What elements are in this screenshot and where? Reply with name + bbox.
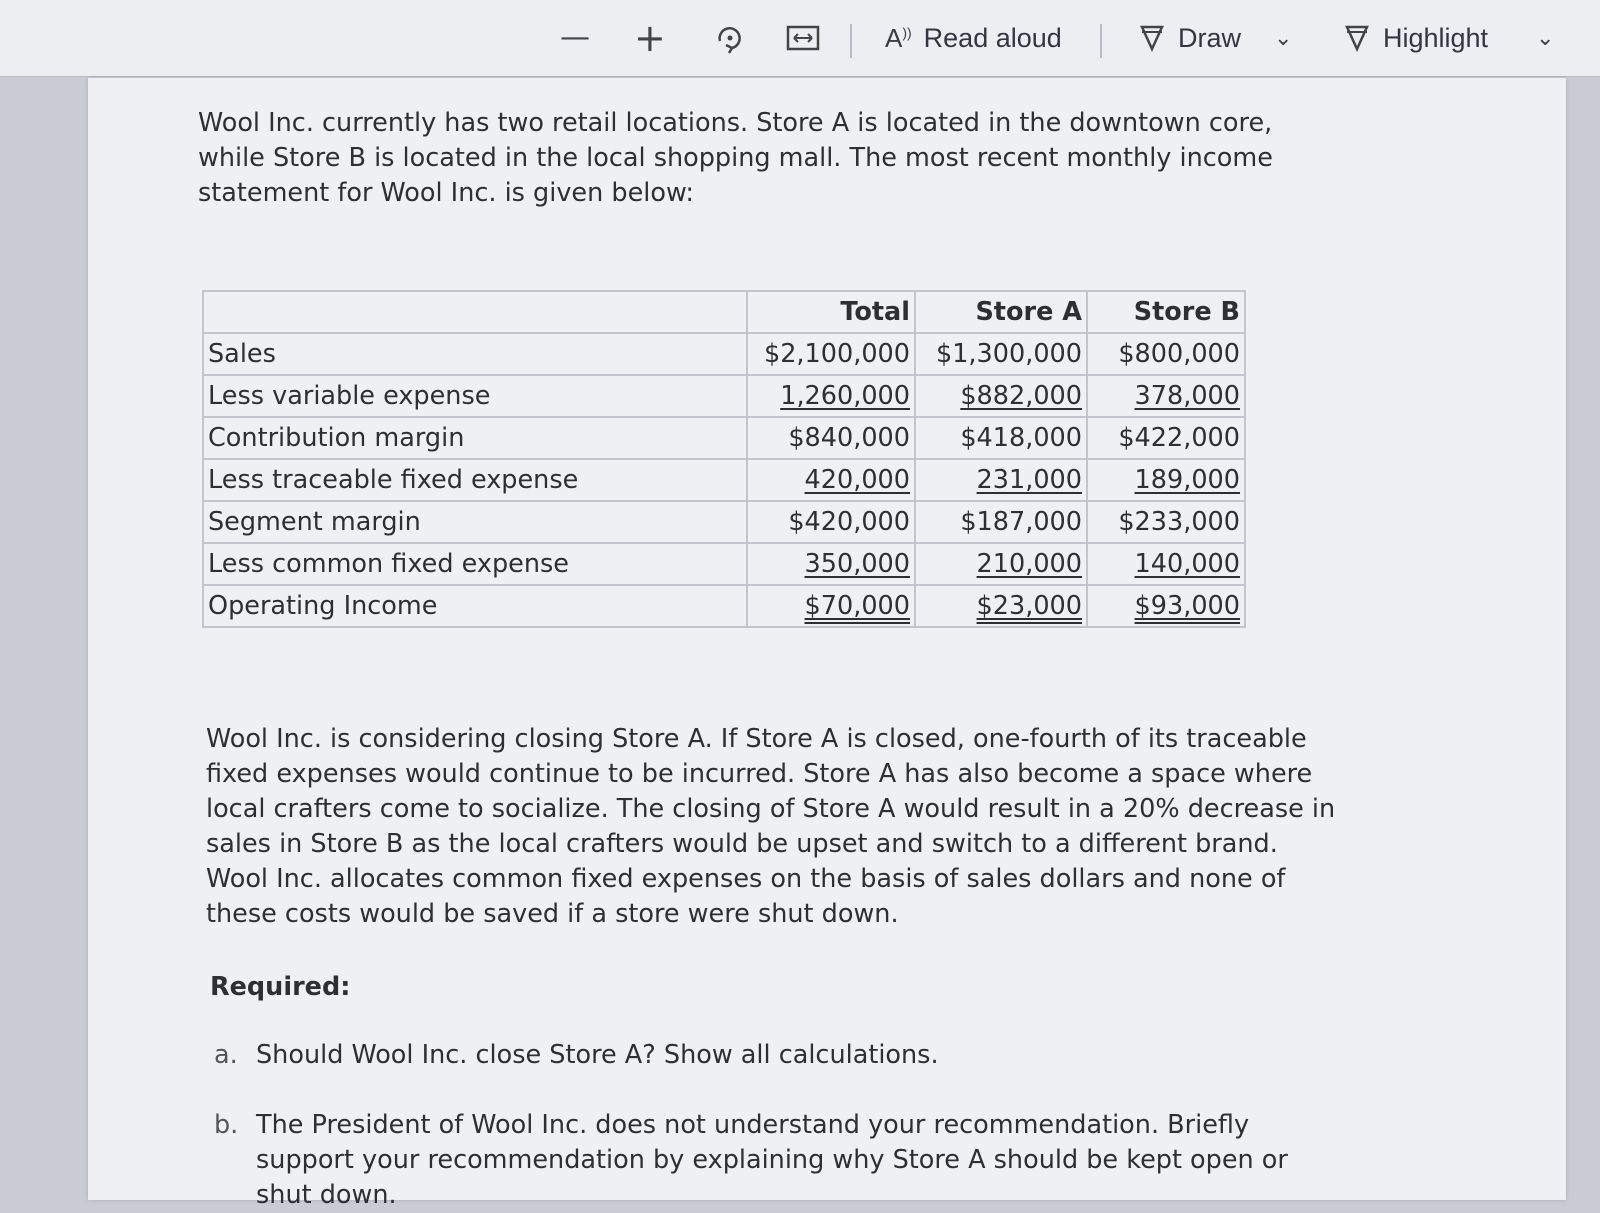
minus-icon: — [560, 20, 590, 55]
read-aloud-icon: A)) [885, 22, 912, 53]
income-statement-table [202, 290, 1246, 628]
row-label: Contribution margin [203, 417, 747, 459]
read-aloud-label: Read aloud [923, 22, 1062, 53]
scenario-paragraph: Wool Inc. is considering closing Store A. If Store A is closed, one-fourth of its traceable fixed expenses would continue to be incurred. Store A has also become a space where local crafters come to socialize. The closing of Store A would result in a 20% decrease in sales in Store B as the local crafters would be upset and switch to a different brand. Wool Inc. allocates common fixed expenses on the basis of sales dollars and none of these costs would be saved if a store were shut down. [206, 724, 1336, 929]
cell-store-a: $418,000 [915, 417, 1087, 459]
cell-total: $70,000 [804, 591, 910, 621]
row-label: Less traceable fixed expense [203, 459, 747, 501]
intro-paragraph: Wool Inc. currently has two retail locations. Store A is located in the downtown core, while Store B is located in the local shopping mall. The most recent monthly income statement for Wool Inc. is given below: [198, 108, 1273, 208]
table-row [203, 417, 1245, 459]
draw-label: Draw [1178, 22, 1242, 53]
cell-store-a: 231,000 [976, 465, 1082, 495]
cell-total: 1,260,000 [780, 381, 910, 411]
row-label: Less common fixed expense [203, 543, 747, 585]
chevron-down-icon: ⌄ [1274, 25, 1293, 51]
header-empty [203, 291, 747, 333]
chevron-down-icon: ⌄ [1536, 25, 1555, 51]
fit-width-button[interactable] [786, 18, 820, 58]
requirement-label: a. [214, 1040, 238, 1070]
cell-total: $2,100,000 [747, 333, 915, 375]
requirement-text: The President of Wool Inc. does not understand your recommendation. Briefly support your recommendation by explaining why Store A should be kept open or shut down. [256, 1110, 1288, 1210]
row-label: Segment margin [203, 501, 747, 543]
cell-store-b: $233,000 [1087, 501, 1245, 543]
table-row [203, 333, 1245, 375]
read-aloud-button[interactable] [885, 18, 1062, 58]
highlighter-icon [1343, 23, 1371, 53]
cell-store-b: 378,000 [1134, 381, 1240, 411]
header-total: Total [747, 291, 915, 333]
rotate-icon [712, 21, 746, 55]
cell-store-a: $882,000 [960, 381, 1082, 411]
cell-store-b: $93,000 [1134, 591, 1240, 621]
table-row [203, 501, 1245, 543]
zoom-in-button[interactable] [634, 18, 666, 58]
table-row [203, 543, 1245, 585]
header-store-a: Store A [915, 291, 1087, 333]
row-label: Sales [203, 333, 747, 375]
toolbar-divider [850, 24, 852, 58]
cell-store-a: 210,000 [976, 549, 1082, 579]
cell-total: 420,000 [804, 465, 910, 495]
cell-store-a: $1,300,000 [915, 333, 1087, 375]
table-row [203, 585, 1245, 627]
document-page [88, 78, 1566, 1210]
fit-width-icon [786, 24, 820, 52]
requirement-text: Should Wool Inc. close Store A? Show all calculations. [256, 1040, 939, 1070]
required-heading: Required: [210, 972, 351, 1002]
cell-store-a: $187,000 [915, 501, 1087, 543]
cell-store-b: $800,000 [1087, 333, 1245, 375]
header-store-b: Store B [1087, 291, 1245, 333]
requirement-a [214, 1038, 1326, 1073]
row-label: Less variable expense [203, 375, 747, 417]
pen-icon [1138, 23, 1166, 53]
plus-icon: + [634, 16, 666, 60]
cell-total: 350,000 [804, 549, 910, 579]
requirement-label: b. [214, 1110, 239, 1140]
zoom-out-button[interactable] [560, 18, 590, 58]
cell-total: $420,000 [747, 501, 915, 543]
table-row [203, 459, 1245, 501]
cell-store-b: $422,000 [1087, 417, 1245, 459]
table-row [203, 375, 1245, 417]
rotate-button[interactable] [712, 18, 746, 58]
cell-store-b: 140,000 [1134, 549, 1240, 579]
cell-store-b: 189,000 [1134, 465, 1240, 495]
draw-dropdown[interactable] [1274, 18, 1292, 58]
draw-button[interactable] [1138, 18, 1241, 58]
table-header-row [203, 291, 1245, 333]
row-label: Operating Income [203, 585, 747, 627]
reader-toolbar [0, 0, 1600, 77]
requirement-b [214, 1108, 1326, 1213]
highlight-dropdown[interactable] [1536, 18, 1554, 58]
highlight-button[interactable] [1343, 18, 1488, 58]
toolbar-divider [1100, 24, 1102, 58]
highlight-label: Highlight [1383, 22, 1489, 53]
cell-store-a: $23,000 [976, 591, 1082, 621]
cell-total: $840,000 [747, 417, 915, 459]
